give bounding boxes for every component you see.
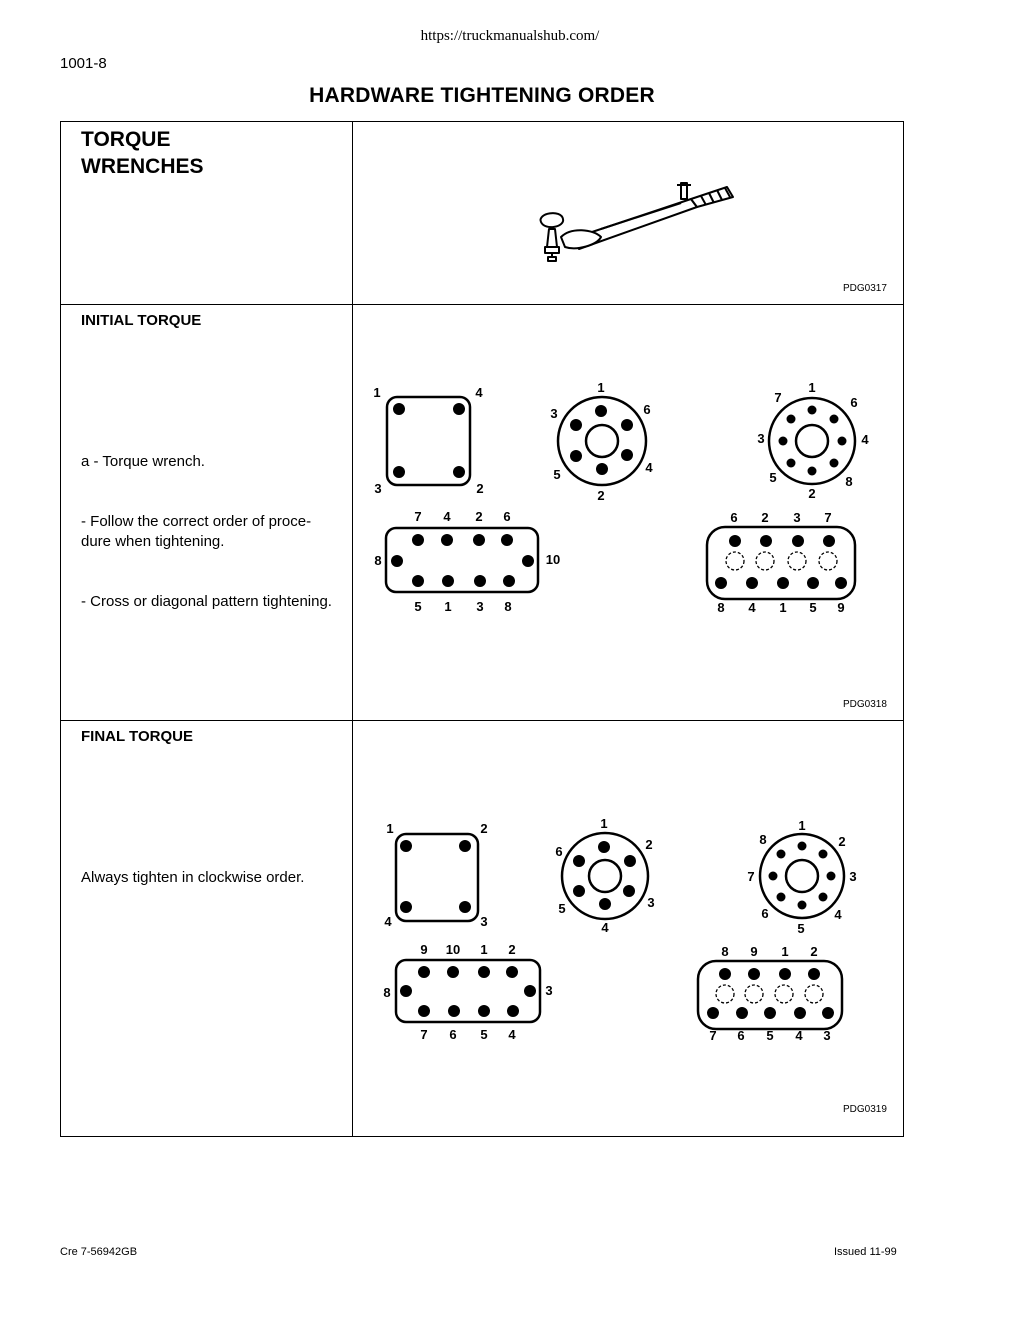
sequence-number: 5 (414, 599, 422, 614)
sequence-number: 1 (779, 600, 787, 615)
bolt-dot (478, 966, 490, 978)
sequence-number: 6 (503, 509, 511, 524)
sequence-number: 7 (774, 390, 782, 405)
bolt-dot (441, 534, 453, 546)
sequence-number: 8 (374, 553, 382, 568)
sequence-number: 3 (545, 983, 553, 998)
note-line: - Follow the correct order of proce- (81, 513, 312, 530)
sequence-number: 4 (861, 432, 869, 447)
footer-issue-date: Issued 11-99 (834, 1246, 897, 1258)
bolt-dot (707, 1007, 719, 1019)
note-cross-pattern: - Cross or diagonal pattern tightening. (81, 593, 332, 610)
bolt-dot (779, 968, 791, 980)
hidden-bolt (819, 552, 837, 570)
note-line: dure when tightening. (81, 533, 225, 550)
bolt-dot (453, 403, 465, 415)
bolt-dot (823, 535, 835, 547)
page-title: HARDWARE TIGHTENING ORDER (309, 84, 655, 107)
sequence-number: 2 (645, 837, 653, 852)
sequence-number: 8 (721, 944, 729, 959)
figure-ref: PDG0319 (843, 1104, 887, 1115)
bolt-dot (807, 577, 819, 589)
sequence-number: 5 (769, 470, 777, 485)
sequence-number: 7 (414, 509, 422, 524)
sequence-number: 8 (504, 599, 512, 614)
hidden-bolt (756, 552, 774, 570)
sequence-number: 2 (480, 821, 488, 836)
sequence-number: 4 (475, 385, 483, 400)
bolt-dot (570, 419, 582, 431)
bolt-dot (473, 534, 485, 546)
sequence-number: 6 (643, 402, 651, 417)
sequence-number: 5 (558, 901, 566, 916)
hidden-bolt (745, 985, 763, 1003)
sequence-number: 2 (508, 942, 516, 957)
sequence-number: 3 (757, 431, 765, 446)
bolt-dot (830, 415, 839, 424)
bolt-dot (418, 1005, 430, 1017)
sequence-number: 9 (420, 942, 428, 957)
hidden-bolt (716, 985, 734, 1003)
bolt-dot (798, 901, 807, 910)
heading-line: TORQUE (81, 128, 171, 151)
sequence-number: 4 (508, 1027, 516, 1042)
final-torque-heading: FINAL TORQUE (81, 728, 193, 745)
bolt-dot (746, 577, 758, 589)
initial-torque-diagrams (352, 305, 904, 720)
sequence-number: 1 (798, 818, 806, 833)
source-url: https://truckmanualshub.com/ (420, 28, 600, 44)
sequence-number: 5 (809, 600, 817, 615)
sequence-number: 10 (445, 942, 461, 957)
torque-wrenches-heading (81, 126, 204, 180)
bolt-dot (827, 872, 836, 881)
bolt-dot (621, 449, 633, 461)
flange-bore (786, 860, 818, 892)
sequence-number: 9 (750, 944, 758, 959)
bolt-dot (769, 872, 778, 881)
sequence-number: 1 (480, 942, 488, 957)
bolt-dot (595, 405, 607, 417)
bolt-dot (478, 1005, 490, 1017)
torque-wrench-illustration (531, 177, 751, 267)
sequence-number: 3 (480, 914, 488, 929)
sequence-number: 1 (373, 385, 381, 400)
sequence-number: 4 (834, 907, 842, 922)
bolt-dot (808, 467, 817, 476)
bolt-dot (838, 437, 847, 446)
bolt-dot (400, 901, 412, 913)
bolt-dot (447, 966, 459, 978)
final-torque-diagrams (352, 721, 904, 1136)
sequence-number: 6 (850, 395, 858, 410)
sequence-number: 4 (748, 600, 756, 615)
sequence-number: 2 (476, 481, 484, 496)
bolt-dot (412, 534, 424, 546)
ten-bolt-plate (386, 528, 538, 592)
bolt-dot (573, 855, 585, 867)
sequence-number: 2 (808, 486, 816, 501)
sequence-number: 7 (824, 510, 832, 525)
bolt-dot (501, 534, 513, 546)
sequence-number: 4 (795, 1028, 803, 1043)
bolt-dot (599, 898, 611, 910)
sequence-number: 3 (793, 510, 801, 525)
bolt-dot (506, 966, 518, 978)
sequence-number: 1 (781, 944, 789, 959)
bolt-dot (777, 893, 786, 902)
bolt-dot (442, 575, 454, 587)
bolt-dot (777, 577, 789, 589)
hidden-bolt (775, 985, 793, 1003)
bolt-dot (835, 577, 847, 589)
bolt-dot (596, 463, 608, 475)
bolt-dot (715, 577, 727, 589)
sequence-number: 4 (384, 914, 392, 929)
bolt-dot (819, 893, 828, 902)
sequence-number: 8 (759, 832, 767, 847)
sequence-number: 4 (601, 920, 609, 935)
sequence-number: 3 (550, 406, 558, 421)
bolt-dot (400, 985, 412, 997)
sequence-number: 3 (647, 895, 655, 910)
bolt-dot (808, 406, 817, 415)
sequence-number: 5 (766, 1028, 774, 1043)
flange-bore (796, 425, 828, 457)
bolt-dot (598, 841, 610, 853)
bolt-dot (748, 968, 760, 980)
bolt-dot (503, 575, 515, 587)
sequence-number: 4 (443, 509, 451, 524)
bolt-dot (798, 842, 807, 851)
bolt-dot (459, 901, 471, 913)
heading-line: WRENCHES (81, 155, 204, 178)
sequence-number: 1 (444, 599, 452, 614)
hidden-bolt (726, 552, 744, 570)
bolt-dot (400, 840, 412, 852)
flange-bore (586, 425, 618, 457)
bolt-dot (777, 850, 786, 859)
bolt-dot (787, 415, 796, 424)
sequence-number: 2 (475, 509, 483, 524)
sequence-number: 1 (597, 380, 605, 395)
bolt-dot (507, 1005, 519, 1017)
sequence-number: 2 (838, 834, 846, 849)
bolt-dot (570, 450, 582, 462)
sequence-number: 6 (555, 844, 563, 859)
sequence-number: 7 (420, 1027, 428, 1042)
sequence-number: 3 (823, 1028, 831, 1043)
bolt-dot (764, 1007, 776, 1019)
sequence-number: 3 (374, 481, 382, 496)
page-number: 1001-8 (60, 55, 107, 72)
sequence-number: 10 (545, 552, 561, 567)
sequence-number: 5 (797, 921, 805, 936)
bolt-dot (719, 968, 731, 980)
sequence-number: 2 (810, 944, 818, 959)
bolt-dot (393, 403, 405, 415)
sequence-number: 8 (845, 474, 853, 489)
bolt-dot (779, 437, 788, 446)
sequence-number: 2 (597, 488, 605, 503)
sequence-number: 6 (449, 1027, 457, 1042)
bolt-dot (787, 459, 796, 468)
sequence-number: 5 (553, 467, 561, 482)
sequence-number: 3 (849, 869, 857, 884)
bolt-dot (573, 885, 585, 897)
flange-bore (589, 860, 621, 892)
sequence-number: 5 (480, 1027, 488, 1042)
sequence-number: 4 (645, 460, 653, 475)
sequence-number: 1 (808, 380, 816, 395)
hidden-bolt (788, 552, 806, 570)
bolt-dot (830, 459, 839, 468)
sequence-number: 6 (737, 1028, 745, 1043)
figure-ref: PDG0318 (843, 699, 887, 710)
sequence-number: 7 (709, 1028, 717, 1043)
bolt-dot (522, 555, 534, 567)
bolt-dot (524, 985, 536, 997)
bolt-dot (760, 535, 772, 547)
sequence-number: 1 (600, 816, 608, 831)
sequence-number: 9 (837, 600, 845, 615)
bolt-dot (819, 850, 828, 859)
hidden-bolt (805, 985, 823, 1003)
bolt-dot (808, 968, 820, 980)
sequence-number: 3 (476, 599, 484, 614)
sequence-number: 8 (383, 985, 391, 1000)
bolt-dot (621, 419, 633, 431)
sequence-number: 6 (730, 510, 738, 525)
sequence-number: 7 (747, 869, 755, 884)
bolt-dot (736, 1007, 748, 1019)
bolt-dot (448, 1005, 460, 1017)
bolt-dot (412, 575, 424, 587)
note-clockwise: Always tighten in clockwise order. (81, 869, 305, 886)
bolt-dot (822, 1007, 834, 1019)
legend-torque-wrench: a - Torque wrench. (81, 453, 205, 470)
bolt-dot (393, 466, 405, 478)
bolt-dot (474, 575, 486, 587)
bolt-dot (794, 1007, 806, 1019)
bolt-dot (391, 555, 403, 567)
bolt-dot (624, 855, 636, 867)
footer-doc-code: Cre 7-56942GB (60, 1246, 138, 1258)
bolt-dot (453, 466, 465, 478)
bolt-dot (623, 885, 635, 897)
bolt-dot (418, 966, 430, 978)
bolt-dot (459, 840, 471, 852)
sequence-number: 8 (717, 600, 725, 615)
bolt-dot (792, 535, 804, 547)
sequence-number: 2 (761, 510, 769, 525)
bolt-dot (729, 535, 741, 547)
sequence-number: 1 (386, 821, 394, 836)
initial-torque-heading: INITIAL TORQUE (81, 312, 202, 329)
sequence-number: 6 (761, 906, 769, 921)
figure-ref: PDG0317 (843, 283, 887, 294)
note-correct-order (81, 512, 311, 552)
